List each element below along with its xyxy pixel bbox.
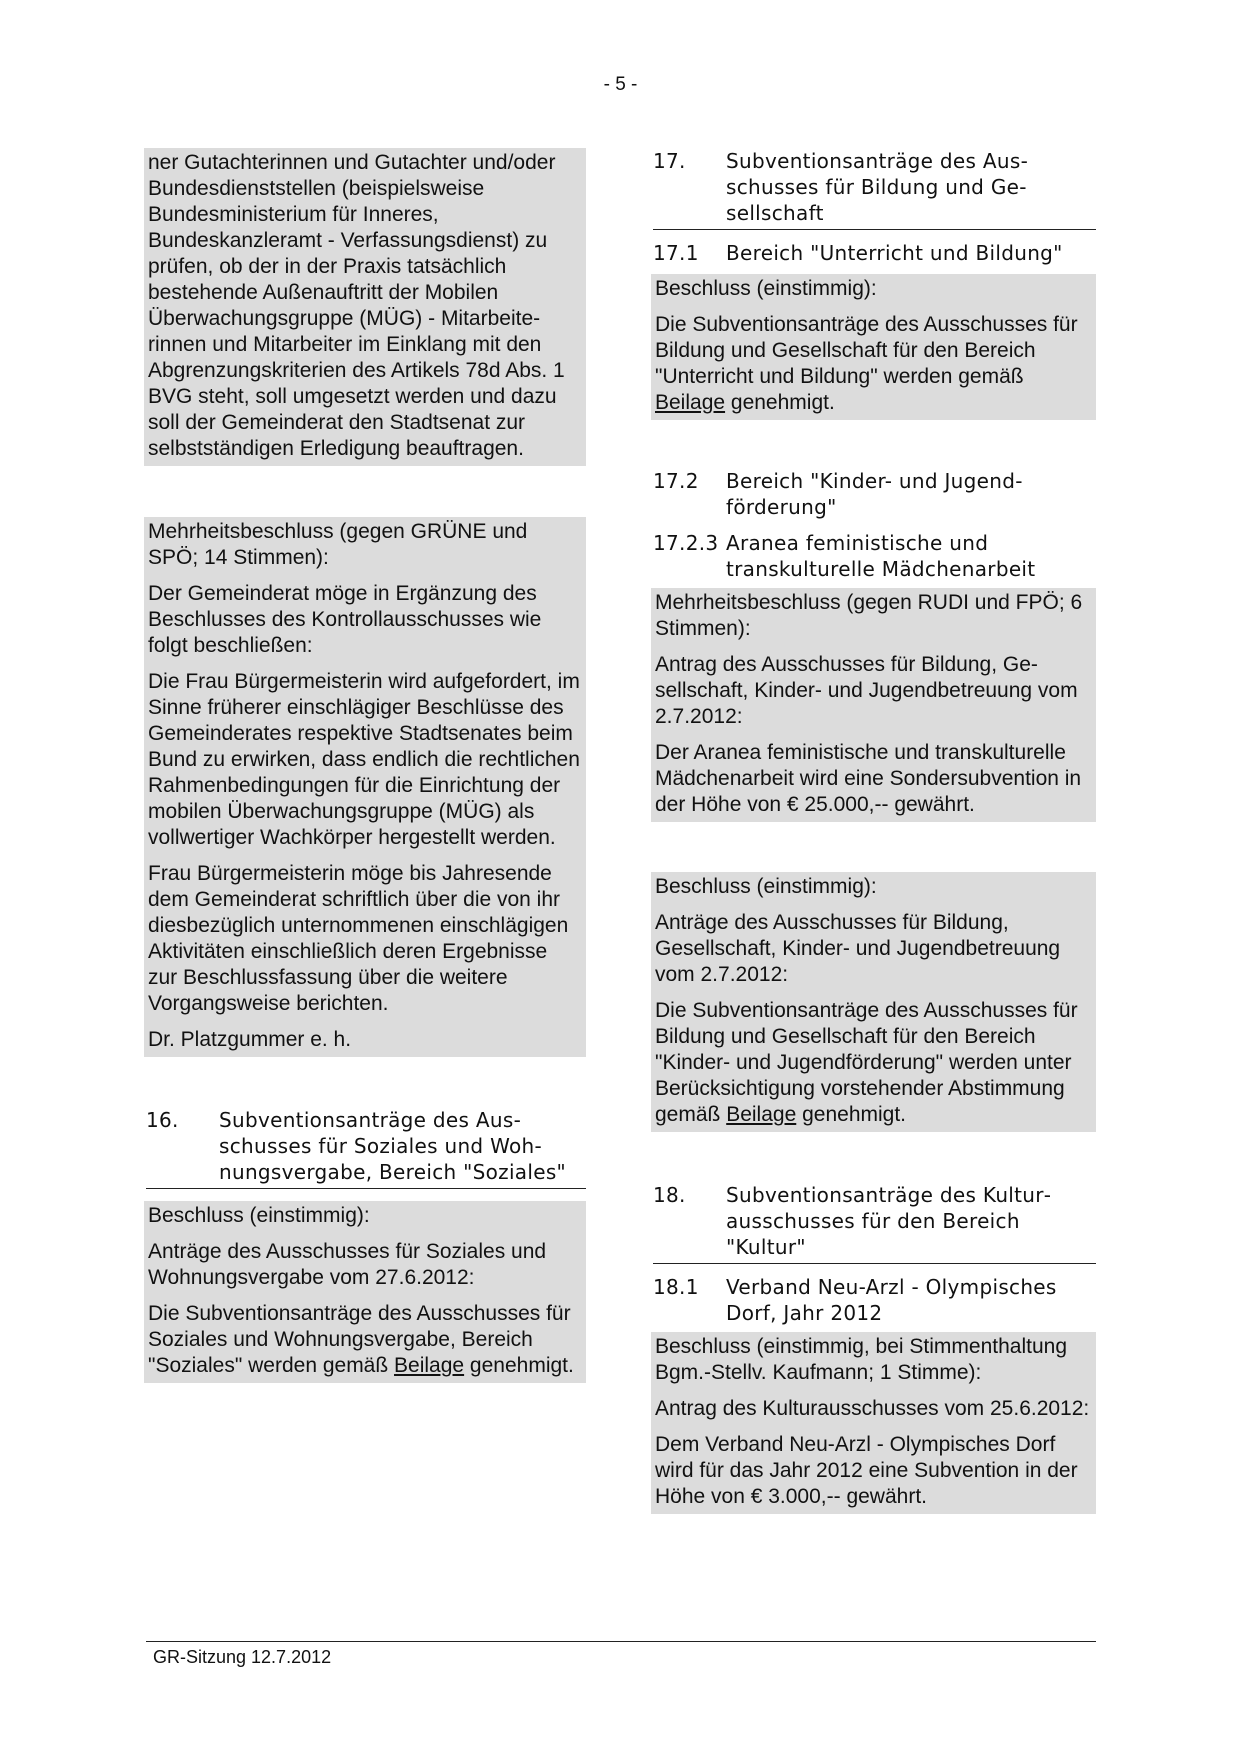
resolution-label: Mehrheitsbeschluss (gegen RUDI und FPÖ; 6 Stimmen): (655, 591, 1083, 640)
resolution-paragraph: Frau Bürgermeisterin möge bis Jahresende dem Gemeinderat schriftlich über die von ihr diesbezüglich unternommenen einschlägigen Aktivitäten einschließlich deren Ergebnisse zur Beschlussfassung über die weitere Vorgangsweise berichten. (148, 862, 569, 1015)
resolution-paragraph: Antrag des Kulturausschusses vom 25.6.2012: (655, 1397, 1090, 1420)
continued-resolution-block (144, 148, 586, 466)
majority-resolution-block (144, 517, 586, 1057)
item-number: 17.1 (653, 241, 699, 265)
item-17-1-resolution-block (651, 274, 1096, 420)
attachment-link[interactable]: Beilage (655, 391, 726, 414)
item-heading-17-1 (653, 240, 1096, 266)
continued-text: ner Gutachterinnen und Gutachter und/oder Bundesdienststellen (beispielsweise Bundesministerium für Inneres, Bundeskanzleramt - Verfassungsdienst) zu prüfen, ob der in der Praxis tatsächlich bestehende Außenauftritt der Mobilen Überwachungsgruppe (MÜG) - Mitarbeiterinnen und Mitarbeiter im Einklang mit den Abgrenzungskriterien des Artikels 78d Abs. 1 BVG steht, soll umgesetzt werden und dazu soll der Gemeinderat den Stadtsenat zur selbstständigen Erledigung beauftragen. (148, 151, 565, 460)
resolution-label: Beschluss (einstimmig, bei Stimmenthaltung Bgm.-Stellv. Kaufmann; 1 Stimme): (655, 1335, 1068, 1384)
resolution-paragraph: Der Aranea feministische und transkulturelle Mädchenarbeit wird eine Sondersubvention in der Höhe von € 25.000,-- gewährt. (655, 741, 1082, 816)
item-number: 17.2 (653, 469, 699, 493)
item-number: 17. (653, 149, 686, 173)
item-heading-18 (653, 1182, 1096, 1264)
item-18-1-resolution-block (651, 1332, 1096, 1514)
left-column (146, 148, 586, 1383)
item-number: 18.1 (653, 1275, 699, 1299)
resolution-label: Beschluss (einstimmig): (655, 277, 877, 300)
item-heading-17 (653, 148, 1096, 230)
resolution-paragraph: Dem Verband Neu-Arzl - Olympisches Dorf wird für das Jahr 2012 eine Subvention in der Höhe von € 3.000,-- gewährt. (655, 1433, 1078, 1508)
signature: Dr. Platzgummer e. h. (148, 1028, 352, 1051)
text-run: Die Subventionsanträge des Ausschusses für Bildung und Gesellschaft für den Bereich "Unterricht und Bildung" werden gemäß (655, 313, 1078, 388)
item-17-2-3-resolution-block (651, 588, 1096, 822)
item-title: Bereich "Unterricht und Bildung" (726, 241, 1063, 265)
item-number: 17.2.3 (653, 531, 719, 555)
text-run: Die Subventionsanträge des Ausschusses für Soziales und Wohnungsvergabe, Bereich "Soziales" werden gemäß (148, 1302, 571, 1377)
item-heading-18-1 (653, 1274, 1096, 1326)
item-number: 16. (146, 1108, 179, 1132)
resolution-paragraph: Anträge des Ausschusses für Bildung, Gesellschaft, Kinder- und Jugendbetreuung vom 2.7.2012: (655, 911, 1061, 986)
right-column (653, 148, 1096, 1514)
resolution-paragraph: Der Gemeinderat möge in Ergänzung des Beschlusses des Kontrollausschusses wie folgt beschließen: (148, 582, 542, 657)
text-run: genehmigt. (796, 1103, 907, 1126)
resolution-paragraph (148, 1301, 582, 1379)
item-16-resolution-block (144, 1201, 586, 1383)
footer-divider (146, 1641, 1096, 1642)
resolution-paragraph: Die Frau Bürgermeisterin wird aufgefordert, im Sinne früherer einschlägiger Beschlüsse des Gemeinderates respektive Stadtsenates beim Bund zu erwirken, dass endlich die rechtlichen Rahmenbedingungen für die Einrichtung der mobilen Überwachungsgruppe (MÜG) als vollwertiger Wachkörper hergestellt werden. (148, 670, 580, 849)
text-run: genehmigt. (464, 1354, 574, 1377)
resolution-label: Beschluss (einstimmig): (148, 1204, 370, 1227)
item-title: Verband Neu-Arzl - Olympisches Dorf, Jahr 2012 (726, 1275, 1057, 1325)
item-title: Subventionsanträge des Kulturausschusses für den Bereich "Kultur" (726, 1183, 1052, 1259)
attachment-link[interactable]: Beilage (394, 1354, 465, 1377)
item-heading-17-2 (653, 468, 1096, 520)
resolution-paragraph: Antrag des Ausschusses für Bildung, Gesellschaft, Kinder- und Jugendbetreuung vom 2.7.2012: (655, 653, 1078, 728)
item-title: Subventionsanträge des Ausschusses für Bildung und Gesellschaft (726, 149, 1028, 225)
footer-text: GR-Sitzung 12.7.2012 (153, 1647, 332, 1667)
item-number: 18. (653, 1183, 686, 1207)
item-title: Aranea feministische und transkulturelle Mädchenarbeit (726, 531, 1036, 581)
item-title: Bereich "Kinder- und Jugendförderung" (726, 469, 1023, 519)
page-number: - 5 - (603, 74, 638, 95)
item-17-2-summary-resolution-block (651, 872, 1096, 1132)
text-run: Die Subventionsanträge des Ausschusses für Bildung und Gesellschaft für den Bereich "Kinder- und Jugendförderung" werden unter Berücksichtigung vorstehender Abstimmung gemäß (655, 999, 1078, 1126)
resolution-paragraph: Anträge des Ausschusses für Soziales und Wohnungsvergabe vom 27.6.2012: (148, 1240, 547, 1289)
item-title: Subventionsanträge des Ausschusses für Soziales und Wohnungsvergabe, Bereich "Soziales" (219, 1108, 567, 1184)
text-run: genehmigt. (725, 391, 835, 414)
item-heading-17-2-3 (653, 530, 1096, 582)
attachment-link[interactable]: Beilage (726, 1103, 797, 1126)
resolution-paragraph (655, 312, 1092, 416)
resolution-label: Beschluss (einstimmig): (655, 875, 877, 898)
resolution-label: Mehrheitsbeschluss (gegen GRÜNE und SPÖ; 14 Stimmen): (148, 520, 528, 569)
item-heading-16 (146, 1107, 586, 1189)
resolution-paragraph (655, 998, 1092, 1128)
